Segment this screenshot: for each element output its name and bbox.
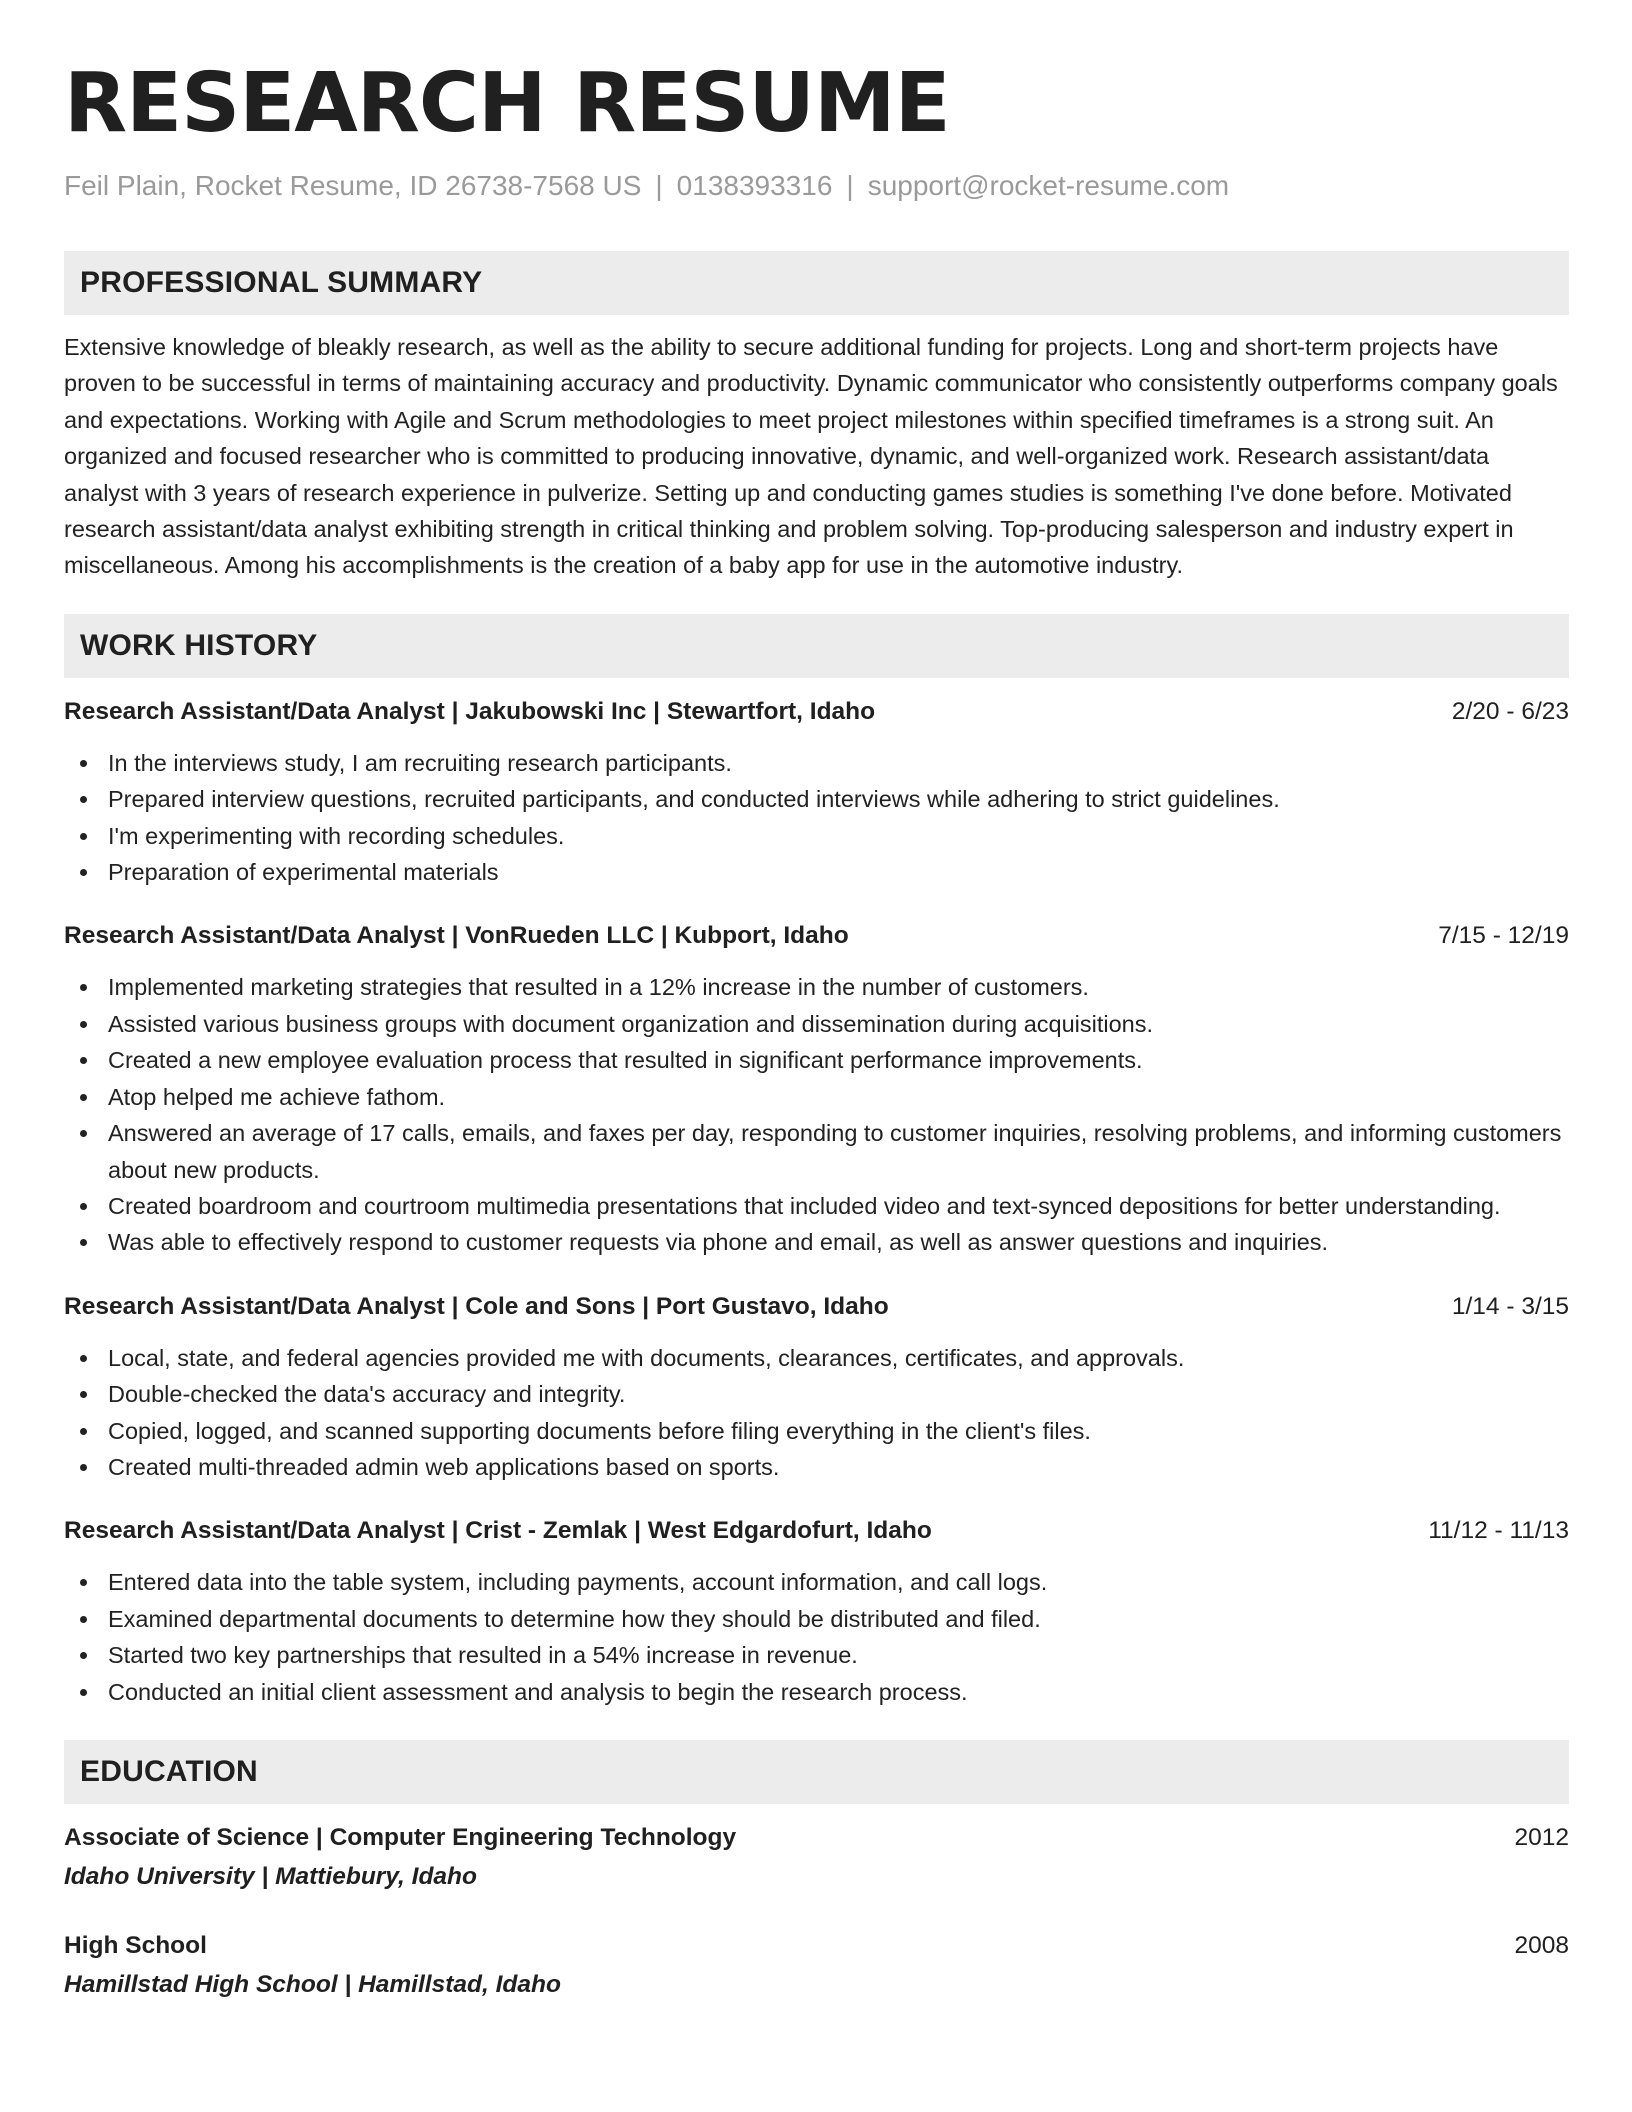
job-bullet: Created multi-threaded admin web applications based on sports. <box>64 1449 1569 1485</box>
job-bullet: Answered an average of 17 calls, emails, and faxes per day, responding to customer inquiries, resolving problems, and informing customers about new products. <box>64 1115 1569 1188</box>
education-year: 2012 <box>1514 1823 1569 1851</box>
job-header <box>64 695 1569 729</box>
job-entry <box>64 695 1569 891</box>
job-bullet: Examined departmental documents to determine how they should be distributed and filed. <box>64 1601 1569 1637</box>
education-header <box>64 1821 1569 1855</box>
job-bullet: Created a new employee evaluation process that resulted in significant performance improvements. <box>64 1042 1569 1078</box>
job-bullet: Copied, logged, and scanned supporting documents before filing everything in the client's files. <box>64 1413 1569 1449</box>
job-header <box>64 919 1569 953</box>
job-bullet: In the interviews study, I am recruiting research participants. <box>64 745 1569 781</box>
job-bullet: Double-checked the data's accuracy and integrity. <box>64 1376 1569 1412</box>
job-header <box>64 1290 1569 1324</box>
contact-separator: | <box>846 170 854 201</box>
job-dates: 7/15 - 12/19 <box>1438 922 1569 950</box>
job-title: Research Assistant/Data Analyst | Jakubowski Inc | Stewartfort, Idaho <box>64 697 876 725</box>
education-degree: High School <box>64 1931 207 1959</box>
job-bullet: Local, state, and federal agencies provided me with documents, clearances, certificates, and approvals. <box>64 1340 1569 1376</box>
summary-text: Extensive knowledge of bleakly research, as well as the ability to secure additional funding for projects. Long and short-term projects have proven to be successful in terms of maintaining accuracy and productivity. Dynamic communicator who consistently outperforms company goals and expectations. Working with Agile and Scrum methodologies to meet project milestones within specified timeframes is a strong suit. An organized and focused researcher who is committed to producing innovative, dynamic, and well-organized work. Research assistant/data analyst with 3 years of research experience in pulverize. Setting up and conducting games studies is something I've done before. Motivated research assistant/data analyst exhibiting strength in critical thinking and problem solving. Top-producing salesperson and industry expert in miscellaneous. Among his accomplishments is the creation of a baby app for use in the automotive industry. <box>64 334 1558 579</box>
job-bullet: Conducted an initial client assessment and analysis to begin the research process. <box>64 1674 1569 1710</box>
job-bullets <box>64 745 1569 891</box>
job-bullet: Prepared interview questions, recruited participants, and conducted interviews while adhering to strict guidelines. <box>64 781 1569 817</box>
education-year: 2008 <box>1514 1931 1569 1959</box>
job-bullet: Entered data into the table system, including payments, account information, and call logs. <box>64 1564 1569 1600</box>
job-dates: 1/14 - 3/15 <box>1451 1292 1569 1320</box>
job-bullet: Was able to effectively respond to customer requests via phone and email, as well as answer questions and inquiries. <box>64 1224 1569 1260</box>
job-bullets <box>64 969 1569 1260</box>
education-school: Idaho University | Mattiebury, Idaho <box>64 1862 477 1890</box>
job-bullet: Implemented marketing strategies that resulted in a 12% increase in the number of customers. <box>64 969 1569 1005</box>
job-bullet: Assisted various business groups with document organization and dissemination during acquisitions. <box>64 1006 1569 1042</box>
education-school: Hamillstad High School | Hamillstad, Idaho <box>64 1970 561 1998</box>
education-entry <box>64 1821 1569 1895</box>
contact-address: Feil Plain, Rocket Resume, ID 26738-7568 US <box>64 170 642 201</box>
job-bullet: Preparation of experimental materials <box>64 854 1569 890</box>
job-bullets <box>64 1340 1569 1486</box>
section-header-summary: PROFESSIONAL SUMMARY <box>64 251 1569 315</box>
section-header-work-history: WORK HISTORY <box>64 614 1569 678</box>
job-title: Research Assistant/Data Analyst | Crist - Zemlak | West Edgardofurt, Idaho <box>64 1517 932 1545</box>
education-entry <box>64 1929 1569 2003</box>
contact-phone: 0138393316 <box>676 170 833 201</box>
job-bullet: I'm experimenting with recording schedules. <box>64 818 1569 854</box>
job-header <box>64 1514 1569 1548</box>
job-bullets <box>64 1564 1569 1710</box>
education-degree: Associate of Science | Computer Engineering Technology <box>64 1823 737 1851</box>
contact-line <box>64 168 1569 204</box>
contact-separator: | <box>655 170 663 201</box>
contact-email: support@rocket-resume.com <box>867 170 1230 201</box>
job-title: Research Assistant/Data Analyst | Cole and Sons | Port Gustavo, Idaho <box>64 1292 889 1320</box>
job-entry <box>64 1514 1569 1710</box>
job-title: Research Assistant/Data Analyst | VonRueden LLC | Kubport, Idaho <box>64 922 849 950</box>
section-header-education: EDUCATION <box>64 1740 1569 1804</box>
job-bullet: Created boardroom and courtroom multimedia presentations that included video and text-synced depositions for better understanding. <box>64 1188 1569 1224</box>
job-bullet: Atop helped me achieve fathom. <box>64 1079 1569 1115</box>
job-bullet: Started two key partnerships that resulted in a 54% increase in revenue. <box>64 1637 1569 1673</box>
job-dates: 2/20 - 6/23 <box>1451 697 1569 725</box>
job-entry <box>64 1290 1569 1486</box>
resume-title: RESEARCH RESUME <box>64 56 950 151</box>
job-dates: 11/12 - 11/13 <box>1428 1517 1569 1545</box>
job-entry <box>64 919 1569 1260</box>
education-header <box>64 1929 1569 1963</box>
